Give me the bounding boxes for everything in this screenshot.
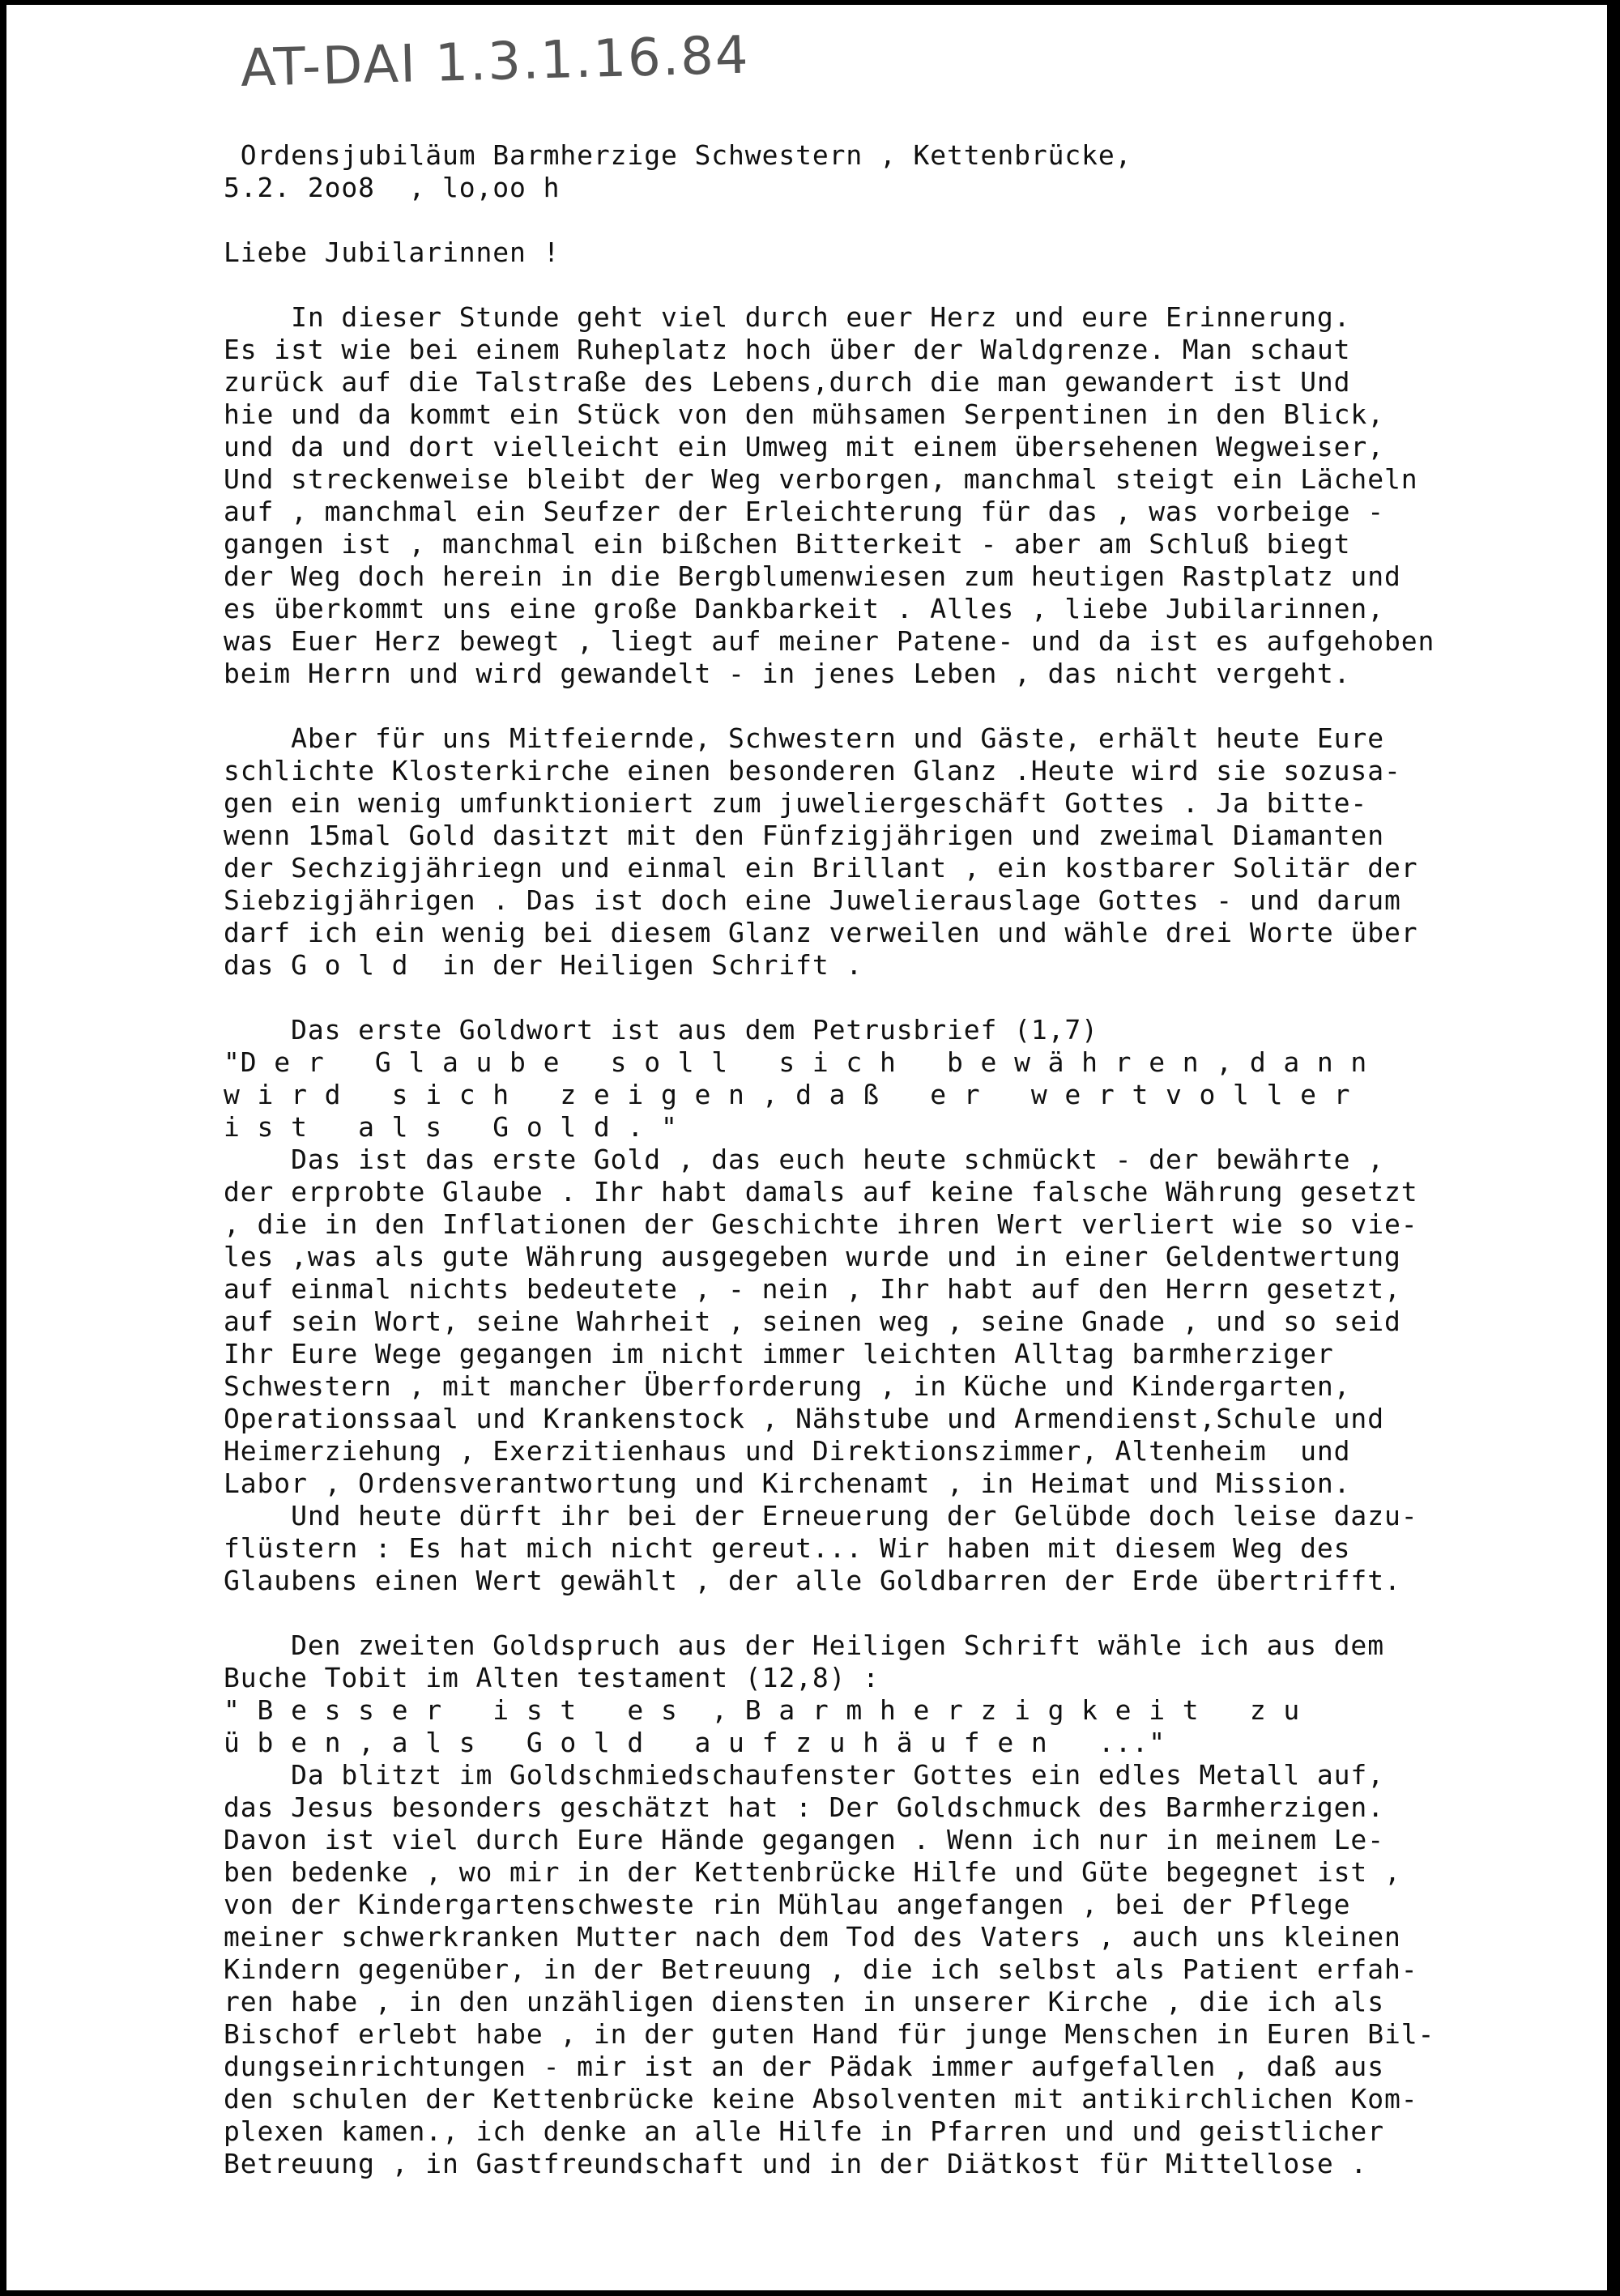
body-line: Schwestern , mit mancher Überforderung , in Küche und Kindergarten,: [224, 1370, 1351, 1402]
body-line: Den zweiten Goldspruch aus der Heiligen Schrift wähle ich aus dem: [224, 1629, 1384, 1661]
body-line: ben bedenke , wo mir in der Kettenbrücke Hilfe und Güte begegnet ist ,: [224, 1856, 1401, 1888]
body-line: Heimerziehung , Exerzitienhaus und Direktionszimmer, Altenheim und: [224, 1435, 1351, 1467]
body-line: ren habe , in den unzähligen diensten in unserer Kirche , die ich als: [224, 1986, 1384, 2017]
paragraph-gap: [224, 1597, 1607, 1629]
body-line: hie und da kommt ein Stück von den mühsamen Serpentinen in den Blick,: [224, 398, 1384, 430]
body-line: was Euer Herz bewegt , liegt auf meiner Patene- und da ist es aufgehoben: [224, 625, 1435, 657]
body-line: schlichte Klosterkirche einen besonderen Glanz .Heute wird sie sozusa-: [224, 755, 1401, 786]
body-line: der Sechzigjähriegn und einmal ein Brillant , ein kostbarer Solitär der: [224, 852, 1418, 884]
body-line: Das ist das erste Gold , das euch heute schmückt - der bewährte ,: [224, 1144, 1384, 1175]
body-line: " B e s s e r i s t e s , B a r m h e r z i g k e i t z u: [224, 1694, 1301, 1726]
archive-annotation: AT-DAI 1.3.1.16.84: [240, 25, 751, 99]
body-line: i s t a l s G o l d . ": [224, 1111, 678, 1143]
body-line: auf einmal nichts bedeutete , - nein , Ihr habt auf den Herrn gesetzt,: [224, 1273, 1401, 1305]
body-line: Glaubens einen Wert gewählt , der alle Goldbarren der Erde übertrifft.: [224, 1565, 1401, 1596]
body-line: von der Kindergartenschweste rin Mühlau angefangen , bei der Pflege: [224, 1889, 1351, 1920]
body-line: Davon ist viel durch Eure Hände gegangen . Wenn ich nur in meinem Le-: [224, 1824, 1384, 1855]
body-line: darf ich ein wenig bei diesem Glanz verweilen und wähle drei Worte über: [224, 917, 1418, 948]
body-line: Aber für uns Mitfeiernde, Schwestern und Gäste, erhält heute Eure: [224, 722, 1384, 754]
body-line: der Weg doch herein in die Bergblumenwiesen zum heutigen Rastplatz und: [224, 560, 1401, 592]
body-line: wenn 15mal Gold dasitzt mit den Fünfzigjährigen und zweimal Diamanten: [224, 820, 1384, 851]
body-line: und da und dort vielleicht ein Umweg mit einem übersehenen Wegweiser,: [224, 431, 1384, 462]
body-line: Es ist wie bei einem Ruheplatz hoch über der Waldgrenze. Man schaut: [224, 334, 1351, 365]
paragraph-gap: [224, 982, 1607, 1014]
body-line: es überkommt uns eine große Dankbarkeit . Alles , liebe Jubilarinnen,: [224, 593, 1384, 624]
paragraph-gap: [224, 204, 1607, 236]
body-line: ü b e n , a l s G o l d a u f z u h ä u f e n ...": [224, 1727, 1166, 1758]
body-line: Bischof erlebt habe , in der guten Hand für junge Menschen in Euren Bil-: [224, 2018, 1435, 2050]
body-line: Kindern gegenüber, in der Betreuung , die ich selbst als Patient erfah-: [224, 1953, 1418, 1985]
body-line: Betreuung , in Gastfreundschaft und in der Diätkost für Mittellose .: [224, 2148, 1368, 2179]
body-line: beim Herrn und wird gewandelt - in jenes Leben , das nicht vergeht.: [224, 658, 1351, 689]
body-line: flüstern : Es hat mich nicht gereut... Wir haben mit diesem Weg des: [224, 1532, 1351, 1564]
body-line: Labor , Ordensverantwortung und Kirchenamt , in Heimat und Mission.: [224, 1467, 1351, 1499]
header-line: 5.2. 2oo8 , lo,oo h: [224, 172, 561, 203]
body-line: w i r d s i c h z e i g e n , d a ß e r w e r t v o l l e r: [224, 1079, 1351, 1110]
salutation: Liebe Jubilarinnen !: [224, 236, 561, 268]
body-line: auf , manchmal ein Seufzer der Erleichterung für das , was vorbeige -: [224, 496, 1384, 527]
body-line: gangen ist , manchmal ein bißchen Bitterkeit - aber am Schluß biegt: [224, 528, 1351, 560]
paragraph-gap: [224, 269, 1607, 301]
body-line: auf sein Wort, seine Wahrheit , seinen weg , seine Gnade , und so seid: [224, 1306, 1401, 1337]
body-line: Buche Tobit im Alten testament (12,8) :: [224, 1662, 880, 1693]
body-line: das Jesus besonders geschätzt hat : Der Goldschmuck des Barmherzigen.: [224, 1791, 1384, 1823]
header-line: Ordensjubiläum Barmherzige Schwestern , Kettenbrücke,: [224, 139, 1132, 171]
body-line: "D e r G l a u b e s o l l s i c h b e w ä h r e n , d a n n: [224, 1046, 1368, 1078]
body-line: , die in den Inflationen der Geschichte ihren Wert verliert wie so vie-: [224, 1208, 1418, 1240]
body-line: der erprobte Glaube . Ihr habt damals auf keine falsche Währung gesetzt: [224, 1176, 1418, 1208]
body-line: In dieser Stunde geht viel durch euer Herz und eure Erinnerung.: [224, 301, 1351, 333]
body-line: Und streckenweise bleibt der Weg verborgen, manchmal steigt ein Lächeln: [224, 463, 1418, 495]
body-line: Das erste Goldwort ist aus dem Petrusbrief (1,7): [224, 1014, 1098, 1046]
body-line: Und heute dürft ihr bei der Erneuerung der Gelübde doch leise dazu-: [224, 1500, 1418, 1531]
body-line: les ,was als gute Währung ausgegeben wurde und in einer Geldentwertung: [224, 1241, 1401, 1272]
body-line: zurück auf die Talstraße des Lebens,durch die man gewandert ist Und: [224, 366, 1351, 398]
body-line: dungseinrichtungen - mir ist an der Pädak immer aufgefallen , daß aus: [224, 2051, 1384, 2082]
body-line: das G o l d in der Heiligen Schrift .: [224, 949, 863, 981]
body-line: den schulen der Kettenbrücke keine Absolventen mit antikirchlichen Kom-: [224, 2083, 1418, 2115]
body-line: gen ein wenig umfunktioniert zum juweliergeschäft Gottes . Ja bitte-: [224, 787, 1368, 819]
paragraph-gap: [224, 690, 1607, 722]
letter-body: [224, 139, 1607, 2180]
body-line: meiner schwerkranken Mutter nach dem Tod des Vaters , auch uns kleinen: [224, 1921, 1401, 1953]
body-line: Da blitzt im Goldschmiedschaufenster Gottes ein edles Metall auf,: [224, 1759, 1384, 1791]
body-line: Ihr Eure Wege gegangen im nicht immer leichten Alltag barmherziger: [224, 1338, 1334, 1370]
document-sheet: [6, 5, 1607, 2290]
body-line: Operationssaal und Krankenstock , Nähstube und Armendienst,Schule und: [224, 1403, 1384, 1434]
body-line: plexen kamen., ich denke an alle Hilfe in Pfarren und und geistlicher: [224, 2115, 1384, 2147]
body-line: Siebzigjährigen . Das ist doch eine Juwelierauslage Gottes - und darum: [224, 884, 1401, 916]
